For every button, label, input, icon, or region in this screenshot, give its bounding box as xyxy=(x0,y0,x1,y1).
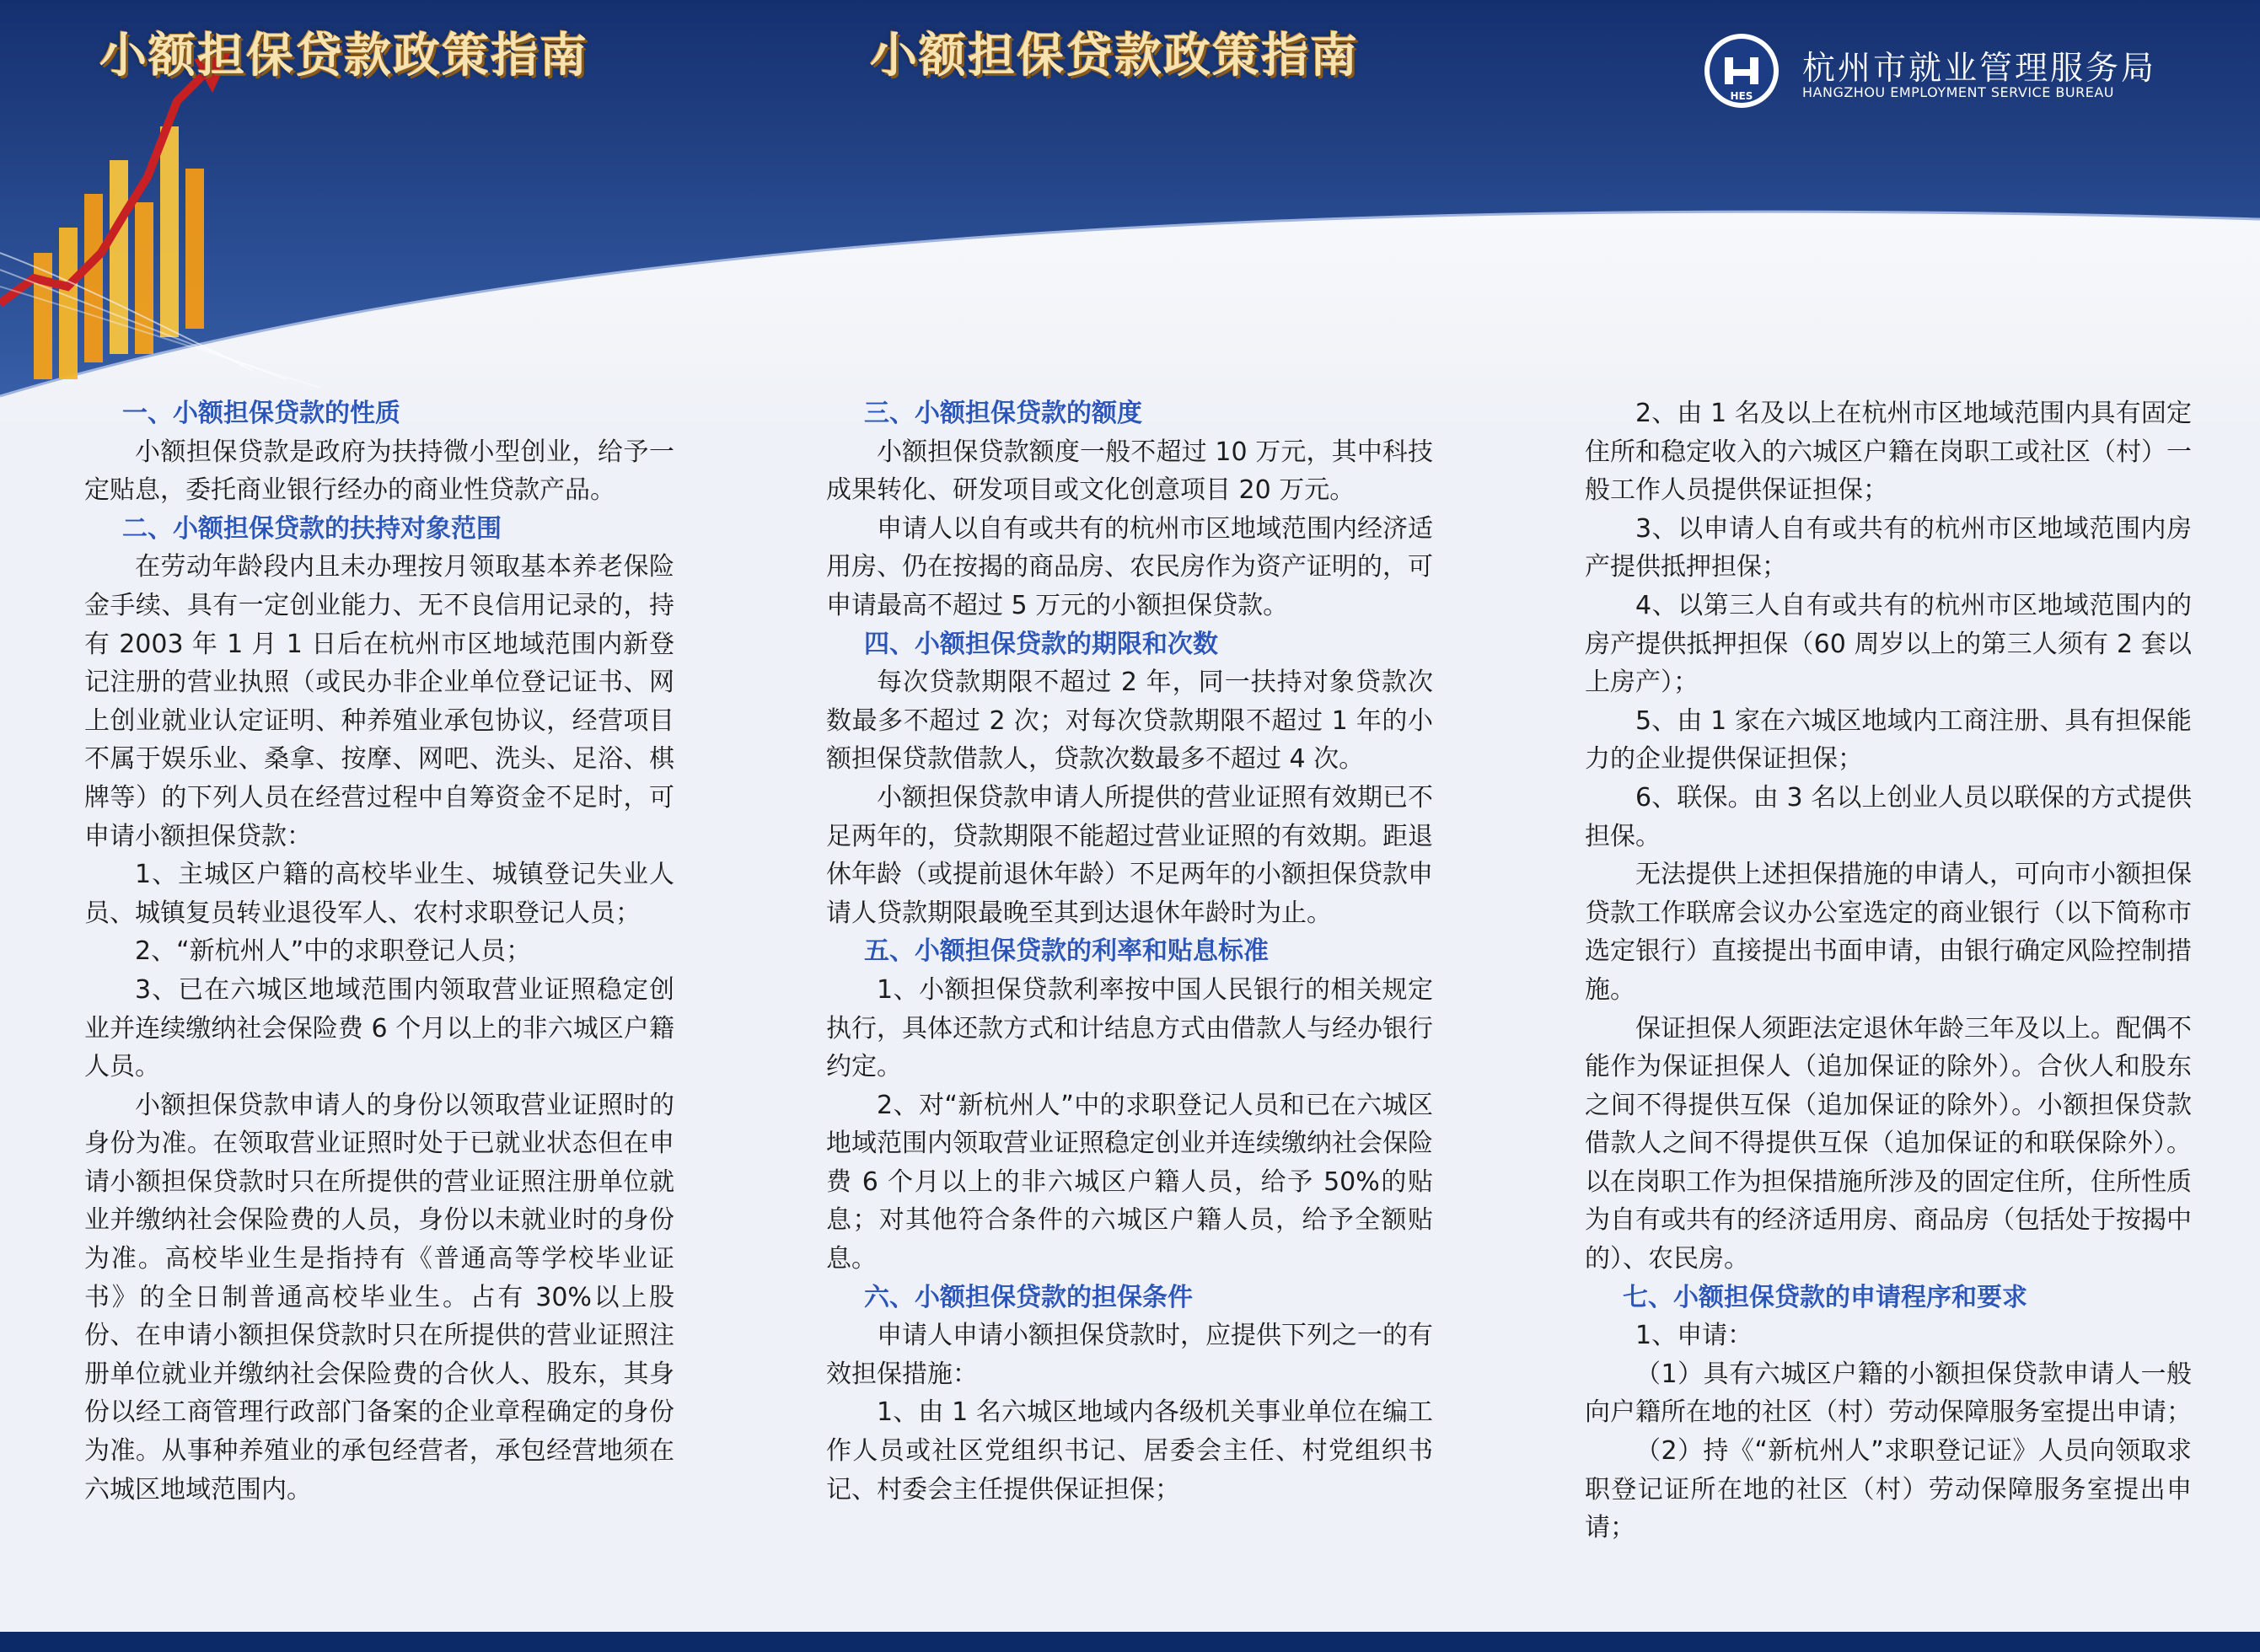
section-heading: 五、小额担保贷款的利率和贴息标准 xyxy=(864,936,1269,967)
body-paragraph: 1、申请： xyxy=(1635,1321,1753,1351)
body-paragraph: （2）持《“新杭州人”求职登记证》人员向领取求职登记证所在地的社区（村）劳动保障服务室提出申请； xyxy=(1585,1436,2192,1543)
column-2 xyxy=(826,394,1433,1509)
logo-text: HES xyxy=(1730,90,1753,102)
body-paragraph: 申请人以自有或共有的杭州市区地域范围内经济适用房、仍在按揭的商品房、农民房作为资产证明的，可申请最高不超过 5 万元的小额担保贷款。 xyxy=(826,513,1433,620)
section-heading: 六、小额担保贷款的担保条件 xyxy=(864,1282,1193,1312)
body-paragraph: 申请人申请小额担保贷款时，应提供下列之一的有效担保措施： xyxy=(826,1321,1433,1389)
body-paragraph: 小额担保贷款申请人所提供的营业证照有效期已不足两年的，贷款期限不能超过营业证照的有效期。距退休年龄（或提前退休年龄）不足两年的小额担保贷款申请人贷款期限最晚至其到达退休年龄时为止。 xyxy=(826,782,1433,928)
footer-bar xyxy=(0,1632,2260,1652)
body-paragraph: 5、由 1 家在六城区地域内工商注册、具有担保能力的企业提供保证担保； xyxy=(1585,705,2192,775)
body-paragraph: 3、以申请人自有或共有的杭州市区地域范围内房产提供抵押担保； xyxy=(1585,513,2192,582)
column-1 xyxy=(84,394,674,1509)
section-heading: 四、小额担保贷款的期限和次数 xyxy=(864,629,1218,659)
hes-logo-icon xyxy=(1703,32,1780,110)
page-title-center: 小额担保贷款政策指南 xyxy=(870,29,1359,83)
body-paragraph: 小额担保贷款是政府为扶持微小型创业，给予一定贴息，委托商业银行经办的商业性贷款产品。 xyxy=(84,437,674,506)
section-heading: 一、小额担保贷款的性质 xyxy=(122,399,400,428)
body-paragraph: 小额担保贷款额度一般不超过 10 万元，其中科技成果转化、研发项目或文化创意项目 20 万元。 xyxy=(826,437,1433,506)
body-paragraph: 4、以第三人自有或共有的杭州市区地域范围内的房产提供抵押担保（60 周岁以上的第三人须有 2 套以上房产）； xyxy=(1585,590,2192,698)
body-paragraph: 保证担保人须距法定退休年龄三年及以上。配偶不能作为保证担保人（追加保证的除外）。合伙人和股东之间不得提供互保（追加保证的除外）。小额担保贷款借款人之间不得提供互保（追加保证的和联保除外）。以在岗职工作为担保措施所涉及的固定住所，住所性质为自有或共有的经济适用房、商品房（包括处于按揭中的）、农民房。 xyxy=(1585,1013,2192,1274)
section-heading: 二、小额担保贷款的扶持对象范围 xyxy=(122,513,502,544)
body-paragraph: 1、由 1 名六城区地域内各级机关事业单位在编工作人员或社区党组织书记、居委会主任、村党组织书记、村委会主任提供保证担保； xyxy=(826,1397,1433,1504)
org-name-en: HANGZHOU EMPLOYMENT SERVICE BUREAU xyxy=(1802,84,2114,100)
org-name-cn: 杭州市就业管理服务局 xyxy=(1802,50,2157,88)
body-paragraph: 1、小额担保贷款利率按中国人民银行的相关规定执行，具体还款方式和计结息方式由借款人与经办银行约定。 xyxy=(826,974,1433,1082)
body-paragraph: 2、“新杭州人”中的求职登记人员； xyxy=(135,936,532,967)
body-paragraph: 每次贷款期限不超过 2 年，同一扶持对象贷款次数最多不超过 2 次；对每次贷款期限不超过 1 年的小额担保贷款借款人，贷款次数最多不超过 4 次。 xyxy=(826,668,1433,775)
org-logo-block xyxy=(1703,32,2225,116)
page-title-left: 小额担保贷款政策指南 xyxy=(99,29,588,83)
section-heading: 三、小额担保贷款的额度 xyxy=(864,399,1142,428)
body-paragraph: 6、联保。由 3 名以上创业人员以联保的方式提供担保。 xyxy=(1585,782,2192,851)
body-paragraph: 在劳动年龄段内且未办理按月领取基本养老保险金手续、具有一定创业能力、无不良信用记录的，持有 2003 年 1 月 1 日后在杭州市区地域范围内新登记注册的营业执照（或民办非企业单位登记证书、网上创业就业认定证明、种养殖业承包协议，经营项目不属于娱乐业、桑拿、按摩、网吧、洗头、足浴、棋牌等）的下列人员在经营过程中自筹资金不足时，可申请小额担保贷款： xyxy=(84,552,674,851)
body-paragraph: 小额担保贷款申请人的身份以领取营业证照时的身份为准。在领取营业证照时处于已就业状态但在申请小额担保贷款时只在所提供的营业证照注册单位就业并缴纳社会保险费的人员，身份以未就业时的身份为准。高校毕业生是指持有《普通高等学校毕业证书》的全日制普通高校毕业生。占有 30%以上股份、在申请小额担保贷款时只在所提供的营业证照注册单位就业并缴纳社会保险费的合伙人、股东，其身份以经工商管理行政部门备案的企业章程确定的身份为准。从事种养殖业的承包经营者，承包经营地须在六城区地域范围内。 xyxy=(84,1090,674,1504)
body-paragraph: 3、已在六城区地域范围内领取营业证照稳定创业并连续缴纳社会保险费 6 个月以上的非六城区户籍人员。 xyxy=(84,974,674,1082)
column-3 xyxy=(1585,394,2192,1547)
body-paragraph: （1）具有六城区户籍的小额担保贷款申请人一般向户籍所在地的社区（村）劳动保障服务室提出申请； xyxy=(1585,1359,2192,1428)
body-paragraph: 无法提供上述担保措施的申请人，可向市小额担保贷款工作联席会议办公室选定的商业银行（以下简称市选定银行）直接提出书面申请，由银行确定风险控制措施。 xyxy=(1585,860,2192,1005)
body-paragraph: 2、对“新杭州人”中的求职登记人员和已在六城区地域范围内领取营业证照稳定创业并连续缴纳社会保险费 6 个月以上的非六城区户籍人员，给予 50%的贴息；对其他符合条件的六城区户籍人员，给予全额贴息。 xyxy=(826,1090,1433,1274)
body-paragraph: 2、由 1 名及以上在杭州市区地域范围内具有固定住所和稳定收入的六城区户籍在岗职工或社区（村）一般工作人员提供保证担保； xyxy=(1585,399,2192,506)
body-paragraph: 1、主城区户籍的高校毕业生、城镇登记失业人员、城镇复员转业退役军人、农村求职登记人员； xyxy=(84,860,674,928)
section-heading: 七、小额担保贷款的申请程序和要求 xyxy=(1623,1282,2027,1312)
